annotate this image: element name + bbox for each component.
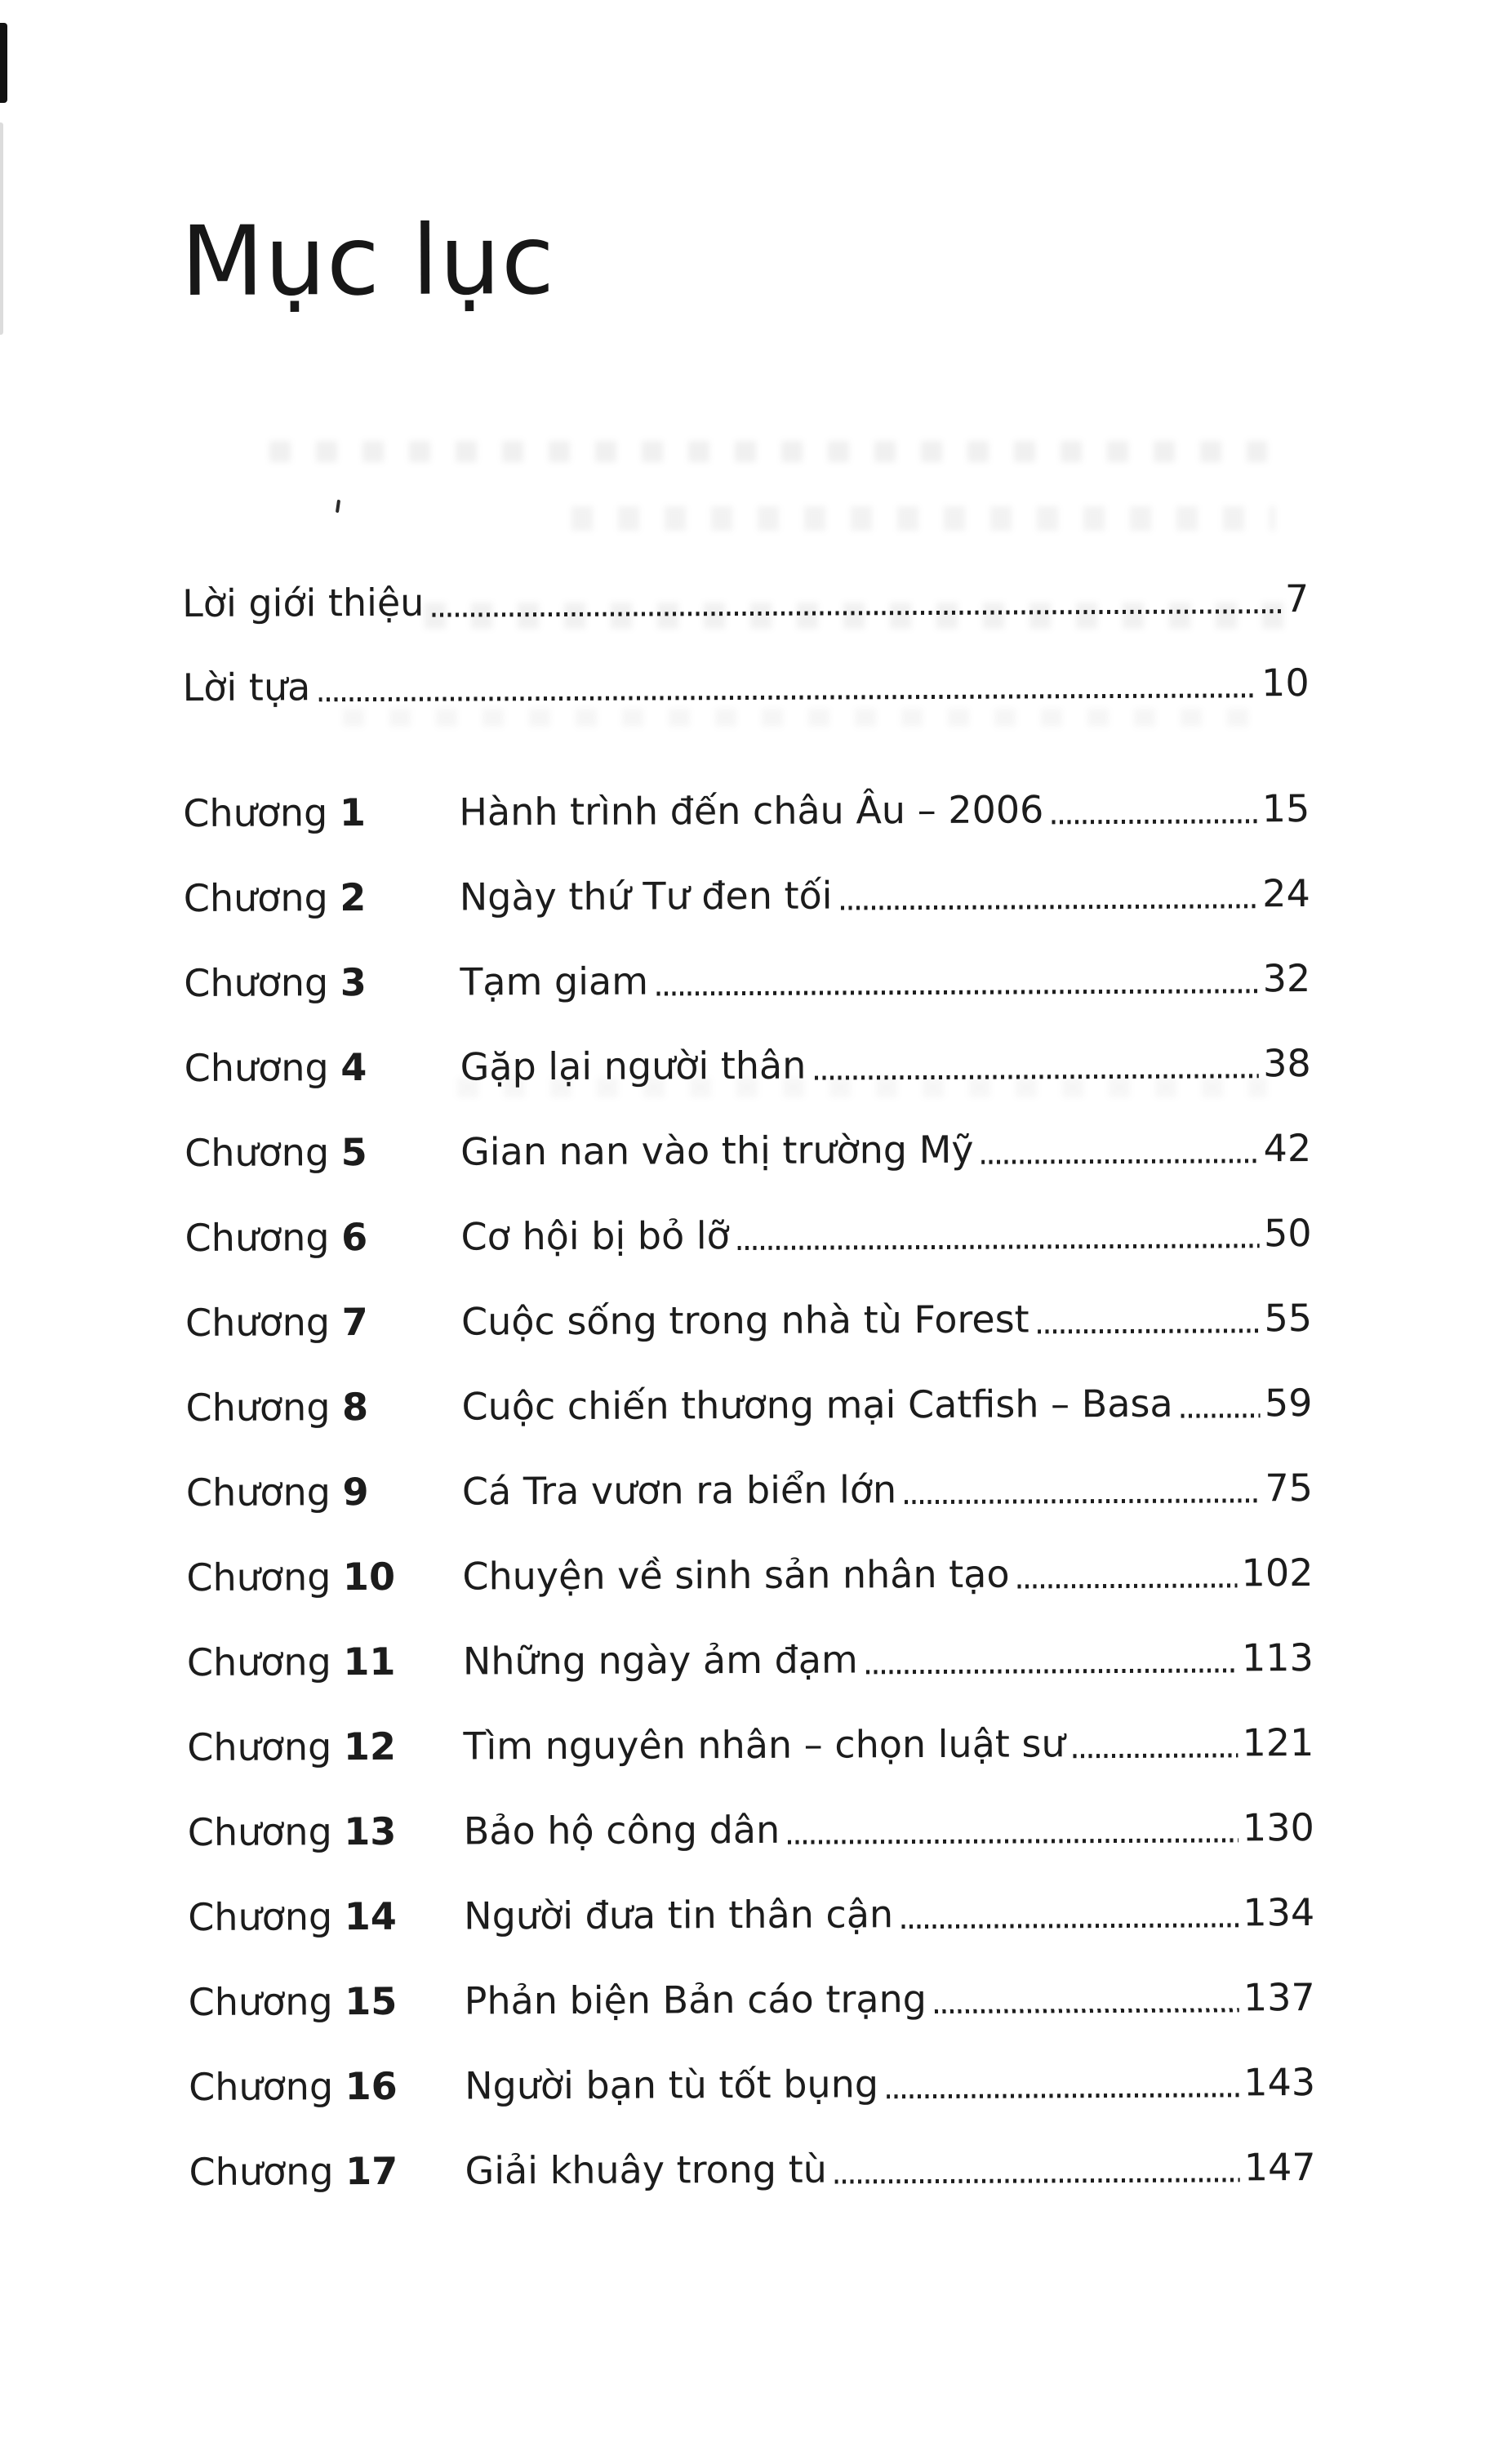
toc-row xyxy=(189,1973,1315,2026)
chapter-label xyxy=(186,1467,462,1515)
chapter-label xyxy=(188,1892,464,1940)
toc-entry-page-number: 55 xyxy=(1264,1295,1313,1340)
chapter-number: 6 xyxy=(341,1214,368,1259)
toc-entry-page-number: 24 xyxy=(1262,870,1310,915)
chapter-label xyxy=(185,1128,460,1176)
chapter-word: Chương xyxy=(183,790,328,835)
scan-edge-artifact xyxy=(0,23,7,103)
chapter-word: Chương xyxy=(185,1469,331,1515)
toc-entry-title: Người đưa tin thân cận xyxy=(464,1891,894,1938)
chapter-label xyxy=(185,1212,460,1261)
dot-leader xyxy=(786,1804,1240,1853)
chapter-number: 17 xyxy=(345,2148,398,2193)
toc-entry-page-number: 134 xyxy=(1243,1889,1315,1934)
chapter-number: 10 xyxy=(342,1554,396,1599)
toc-row xyxy=(183,659,1310,711)
toc-row xyxy=(185,1379,1312,1431)
chapter-label xyxy=(186,1552,462,1600)
toc-entry-title: Giải khuây trong tù xyxy=(465,2147,827,2193)
toc-row xyxy=(185,1209,1311,1261)
toc-entry-page-number: 113 xyxy=(1241,1635,1314,1680)
chapter-number: 9 xyxy=(342,1469,369,1514)
toc-entry-title: Lời tựa xyxy=(182,664,311,710)
chapter-number: 15 xyxy=(345,1978,398,2023)
toc-entry-title: Tìm nguyên nhân – chọn luật sư xyxy=(463,1720,1065,1769)
toc-row xyxy=(188,1804,1314,1856)
dot-leader xyxy=(736,1209,1262,1259)
toc-row xyxy=(184,954,1310,1007)
chapter-word: Chương xyxy=(183,874,328,920)
toc-entry-title: Người bạn tù tốt bụng xyxy=(465,2061,879,2108)
toc-entry-title: Tạm giam xyxy=(460,959,649,1004)
toc-entry-title: Cá Tra vươn ra biển lớn xyxy=(461,1466,897,1514)
dot-leader xyxy=(865,1634,1240,1683)
toc-entry-page-number: 147 xyxy=(1243,2144,1316,2189)
chapter-word: Chương xyxy=(186,1639,331,1684)
chapter-label xyxy=(185,1297,461,1346)
chapter-word: Chương xyxy=(185,1214,330,1260)
dot-leader xyxy=(903,1464,1263,1513)
toc-entry-title: Cơ hội bị bỏ lỡ xyxy=(460,1212,730,1259)
chapter-label xyxy=(187,1722,463,1770)
chapter-number: 8 xyxy=(341,1384,369,1429)
toc-row xyxy=(189,2143,1315,2196)
toc-entry-title: Lời giới thiệu xyxy=(182,580,425,625)
toc-row xyxy=(183,785,1310,837)
toc-row xyxy=(187,1634,1314,1686)
chapter-word: Chương xyxy=(187,1809,332,1854)
chapter-word: Chương xyxy=(185,1384,331,1430)
toc-entry-title: Phản biện Bản cáo trạng xyxy=(464,1976,927,2023)
dot-leader xyxy=(1050,785,1260,833)
chapter-word: Chương xyxy=(185,1299,331,1345)
toc-row xyxy=(185,1294,1312,1346)
toc-entry-title: Bảo hộ công dân xyxy=(463,1807,780,1853)
chapter-number: 3 xyxy=(340,959,367,1004)
chapter-number: 16 xyxy=(345,2063,398,2108)
dot-leader xyxy=(834,2143,1242,2192)
toc-row xyxy=(186,1464,1313,1516)
chapter-label xyxy=(187,1637,463,1685)
dot-leader xyxy=(885,2058,1242,2107)
toc-entry-page-number: 42 xyxy=(1263,1125,1312,1170)
dot-leader xyxy=(1016,1549,1239,1597)
toc-row xyxy=(189,2058,1315,2111)
toc-entry-page-number: 38 xyxy=(1263,1040,1311,1085)
toc-entry-page-number: 143 xyxy=(1243,2059,1316,2104)
toc-entry-title: Gặp lại người thân xyxy=(460,1043,807,1089)
toc-entry-title: Những ngày ảm đạm xyxy=(462,1636,858,1684)
toc-entry-page-number: 102 xyxy=(1241,1550,1314,1595)
chapter-number: 11 xyxy=(343,1639,396,1684)
toc-row xyxy=(185,1039,1311,1092)
dot-leader xyxy=(900,1889,1241,1938)
chapter-number: 13 xyxy=(344,1809,397,1853)
scan-edge-artifact-light xyxy=(0,122,3,335)
toc-entry-page-number: 75 xyxy=(1265,1465,1314,1510)
chapter-word: Chương xyxy=(187,1724,332,1769)
chapter-label xyxy=(189,1977,465,2025)
toc-row xyxy=(187,1719,1314,1771)
chapter-number: 12 xyxy=(343,1724,397,1769)
chapter-word: Chương xyxy=(188,1978,333,2024)
dot-leader xyxy=(430,575,1283,626)
chapter-label xyxy=(184,873,460,921)
dot-leader xyxy=(1179,1379,1262,1426)
toc-entry-page-number: 15 xyxy=(1261,785,1310,830)
chapter-label xyxy=(185,1382,461,1430)
chapter-label xyxy=(185,1043,460,1091)
toc-row xyxy=(188,1889,1314,1941)
page-title: Mục lục xyxy=(180,202,556,318)
toc-entry-page-number: 137 xyxy=(1243,1974,1315,2019)
chapter-number: 14 xyxy=(344,1893,397,1938)
chapter-label xyxy=(189,2062,465,2110)
chapter-number: 1 xyxy=(339,790,367,834)
dot-leader xyxy=(655,954,1261,1004)
dot-leader xyxy=(1036,1294,1262,1342)
toc-row xyxy=(182,575,1309,627)
toc-entry-title: Cuộc sống trong nhà tù Forest xyxy=(460,1297,1029,1344)
chapter-label xyxy=(183,788,459,836)
chapter-number: 2 xyxy=(340,874,367,919)
chapter-label xyxy=(184,958,460,1006)
toc-entry-title: Hành trình đến châu Âu – 2006 xyxy=(459,786,1044,834)
chapter-word: Chương xyxy=(189,2063,334,2109)
toc-entry-title: Cuộc chiến thương mại Catfish – Basa xyxy=(461,1381,1173,1429)
dot-leader xyxy=(317,659,1259,710)
chapter-number: 4 xyxy=(340,1044,367,1089)
chapter-word: Chương xyxy=(184,959,329,1005)
front-matter-list xyxy=(182,575,1310,711)
chapter-word: Chương xyxy=(186,1554,331,1600)
toc-entry-page-number: 50 xyxy=(1263,1210,1312,1255)
toc-row xyxy=(185,1124,1311,1177)
toc-entry-page-number: 59 xyxy=(1264,1380,1313,1425)
chapter-list xyxy=(183,785,1316,2196)
dot-leader xyxy=(812,1039,1261,1088)
chapter-word: Chương xyxy=(188,1893,333,1939)
toc-entry-title: Gian nan vào thị trường Mỹ xyxy=(460,1127,974,1174)
toc-entry-page-number: 130 xyxy=(1242,1804,1314,1849)
toc-entry-page-number: 10 xyxy=(1261,660,1310,705)
toc-entry-title: Chuyện về sinh sản nhân tạo xyxy=(462,1551,1010,1599)
toc-entry-page-number: 7 xyxy=(1284,576,1310,621)
toc-entry-page-number: 32 xyxy=(1262,955,1311,1000)
chapter-label xyxy=(189,2147,465,2195)
toc-row xyxy=(184,870,1310,922)
dot-leader xyxy=(1071,1719,1239,1767)
toc-entry-page-number: 121 xyxy=(1242,1720,1314,1764)
chapter-label xyxy=(188,1807,464,1855)
dot-leader xyxy=(838,870,1260,919)
chapter-word: Chương xyxy=(184,1044,329,1090)
toc-content xyxy=(180,0,1316,2233)
toc-row xyxy=(186,1549,1313,1601)
toc-entry-title: Ngày thứ Tư đen tối xyxy=(459,873,833,919)
dot-leader xyxy=(980,1124,1261,1173)
chapter-number: 7 xyxy=(341,1299,368,1344)
chapter-number: 5 xyxy=(340,1129,367,1174)
dot-leader xyxy=(933,1973,1241,2022)
chapter-word: Chương xyxy=(185,1129,330,1175)
chapter-word: Chương xyxy=(189,2148,334,2194)
